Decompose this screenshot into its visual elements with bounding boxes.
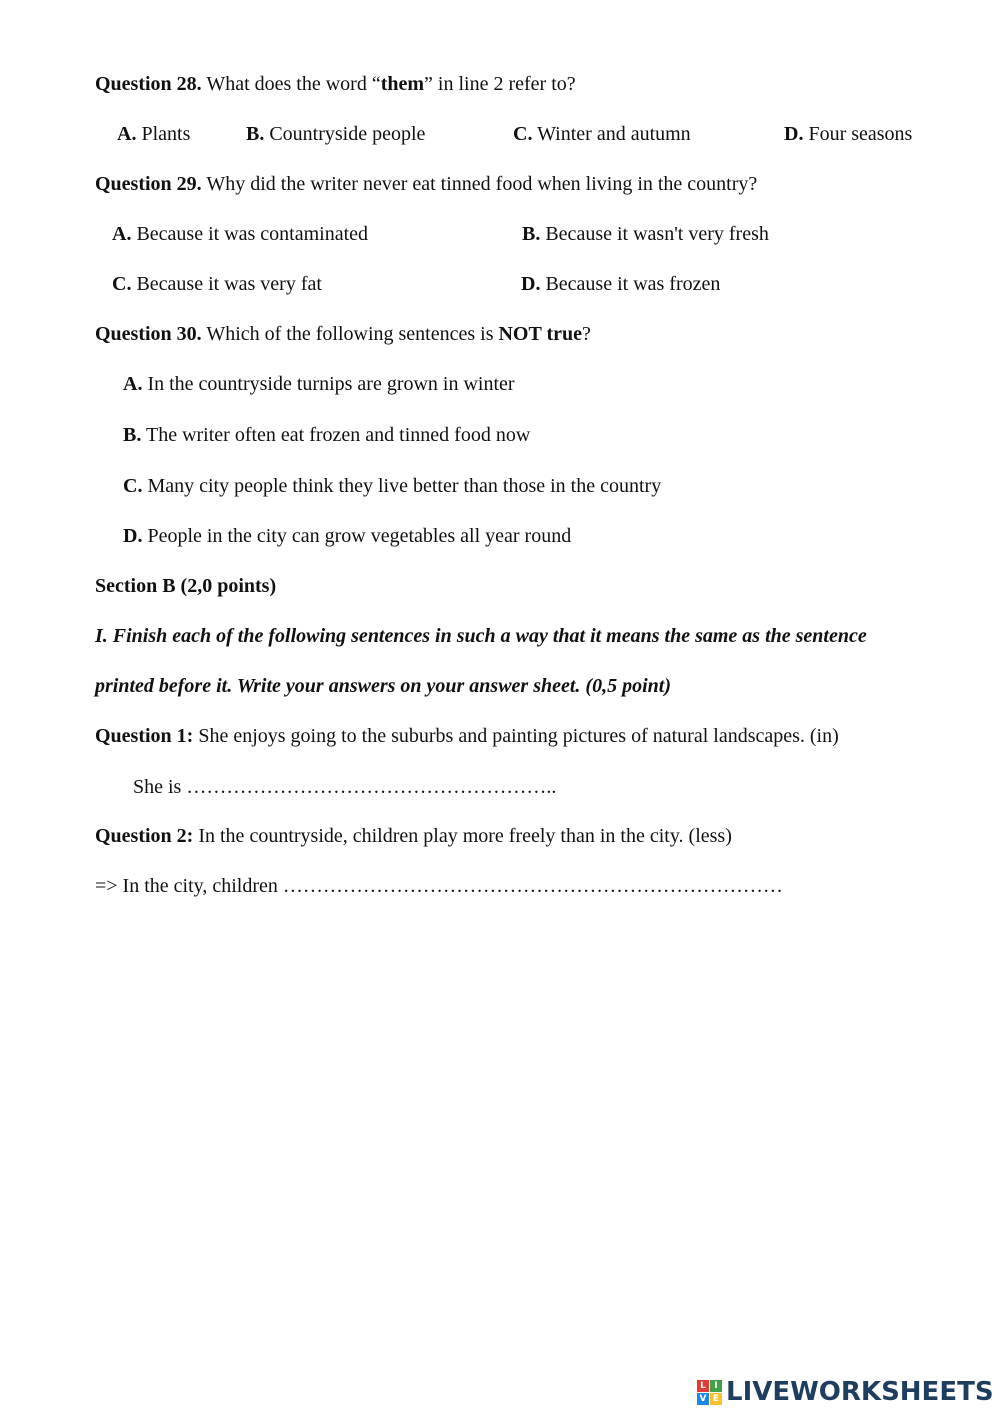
question-28 <box>95 72 576 96</box>
q30-option-a[interactable] <box>123 372 515 396</box>
question-28-label: Question 28. <box>95 73 202 95</box>
option-letter: C. <box>123 475 143 497</box>
option-text: Because it wasn't very fresh <box>540 223 769 245</box>
logo-letter-i: I <box>710 1380 722 1392</box>
question-29 <box>95 172 757 196</box>
option-letter: A. <box>112 223 132 245</box>
option-letter: B. <box>123 424 142 446</box>
section-b-instruction-line-2: printed before it. Write your answers on your answer sheet. (0,5 point) <box>95 675 671 697</box>
section-b-title <box>95 574 276 598</box>
question-2-answer-line[interactable]: => In the city, children ………………………………………………………………… <box>95 875 783 897</box>
q28-option-b[interactable] <box>246 122 425 146</box>
option-letter: B. <box>246 123 265 145</box>
question-2-text: In the countryside, children play more freely than in the city. (less) <box>193 825 732 847</box>
logo-letter-v: V <box>697 1393 709 1405</box>
question-29-text: Why did the writer never eat tinned food when living in the country? <box>201 173 758 195</box>
section-b-question-1 <box>95 724 839 748</box>
question-2-label: Question 2: <box>95 825 194 847</box>
question-28-text-before: What does the word “ <box>201 73 381 95</box>
option-letter: D. <box>784 123 804 145</box>
question-29-label: Question 29. <box>95 173 202 195</box>
section-b-question-2 <box>95 824 732 848</box>
option-letter: A. <box>123 373 143 395</box>
option-letter: C. <box>513 123 533 145</box>
q28-option-d[interactable] <box>784 122 912 146</box>
option-text: People in the city can grow vegetables all year round <box>142 525 572 547</box>
option-letter: C. <box>112 273 132 295</box>
option-text: Many city people think they live better than those in the country <box>142 475 662 497</box>
question-1-answer-line[interactable]: She is ……………………………………………….. <box>133 776 557 798</box>
option-letter: A. <box>117 123 137 145</box>
logo-brand-text: LIVEWORKSHEETS <box>726 1377 994 1407</box>
liveworksheets-logo <box>697 1375 994 1409</box>
question-30-text-before: Which of the following sentences is <box>201 323 499 345</box>
option-text: Because it was very fat <box>131 273 322 295</box>
q29-option-c[interactable] <box>112 272 322 296</box>
option-text: Plants <box>136 123 191 145</box>
option-text: Because it was frozen <box>540 273 721 295</box>
option-letter: D. <box>123 525 143 547</box>
logo-mark-icon <box>697 1380 722 1405</box>
q29-option-a[interactable] <box>112 222 368 246</box>
q30-option-d[interactable] <box>123 524 571 548</box>
option-text: In the countryside turnips are grown in winter <box>142 373 515 395</box>
question-30-label: Question 30. <box>95 323 202 345</box>
section-b-instruction-line-1: I. Finish each of the following sentences in such a way that it means the same as the sentence <box>95 625 867 647</box>
option-text: Because it was contaminated <box>131 223 369 245</box>
option-text: Four seasons <box>803 123 913 145</box>
option-letter: D. <box>521 273 541 295</box>
q30-option-c[interactable] <box>123 474 661 498</box>
q28-option-c[interactable] <box>513 122 691 146</box>
question-30-emphasis: NOT true <box>498 323 582 345</box>
question-30 <box>95 322 591 346</box>
logo-letter-l: L <box>697 1380 709 1392</box>
q29-option-d[interactable] <box>521 272 720 296</box>
question-28-text-after: ” in line 2 refer to? <box>424 73 576 95</box>
question-30-text-after: ? <box>582 323 591 345</box>
option-text: Countryside people <box>264 123 426 145</box>
q29-option-b[interactable] <box>522 222 769 246</box>
question-1-label: Question 1: <box>95 725 194 747</box>
logo-letter-e: E <box>710 1393 722 1405</box>
question-1-text: She enjoys going to the suburbs and painting pictures of natural landscapes. (in) <box>193 725 839 747</box>
option-text: The writer often eat frozen and tinned food now <box>141 424 531 446</box>
option-letter: B. <box>522 223 541 245</box>
question-28-keyword: them <box>380 73 425 95</box>
section-b-title-text: Section B (2,0 points) <box>95 575 277 597</box>
option-text: Winter and autumn <box>532 123 691 145</box>
q28-option-a[interactable] <box>117 122 190 146</box>
q30-option-b[interactable] <box>123 423 530 447</box>
